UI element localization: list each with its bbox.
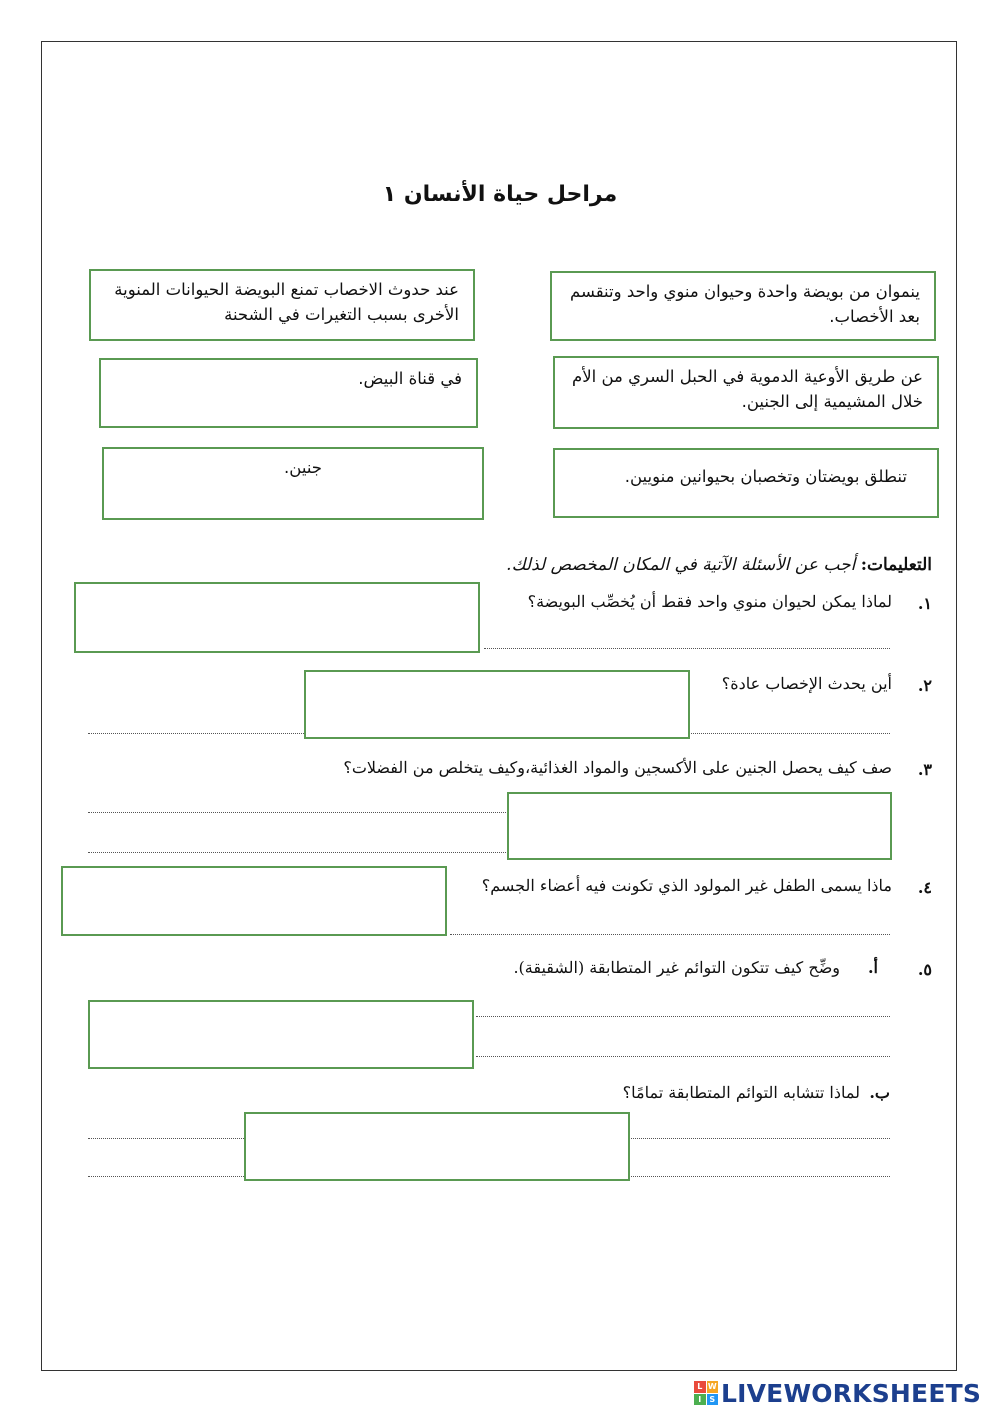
answer-card-text: عن طريق الأوعية الدموية في الحبل السري من الأم خلال المشيمية إلى الجنين. <box>572 367 923 411</box>
question-number-5: ٥. <box>917 960 932 979</box>
answer-card-umbilical-cord[interactable] <box>553 356 939 429</box>
page-title: مراحل حياة الأنسان ١ <box>382 182 618 207</box>
question-number-4: ٤. <box>917 878 932 897</box>
question-5a-marker: أ. <box>867 958 878 977</box>
question-1-text: لماذا يمكن لحيوان منوي واحد فقط أن يُخصِّب البويضة؟ <box>527 592 892 611</box>
logo-letter: L <box>694 1381 706 1393</box>
logo-letter: S <box>707 1394 719 1406</box>
question-number-3: ٣. <box>917 760 932 779</box>
answer-card-fetus[interactable] <box>102 447 484 520</box>
answer-card-text: في قناة البيض. <box>358 369 462 388</box>
question-5b-marker: ب. <box>869 1083 890 1102</box>
instructions-label: التعليمات: <box>860 555 932 575</box>
answer-card-fertilization-block[interactable] <box>89 269 475 341</box>
question-5b-text: لماذا تتشابه التوائم المتطابقة تمامًا؟ <box>622 1083 860 1102</box>
instructions-text: أجب عن الأسئلة الآتية في المكان المخصص لذلك. <box>506 555 861 575</box>
answer-card-text: جنين. <box>284 458 322 477</box>
liveworksheets-brand[interactable] <box>694 1378 981 1408</box>
answer-card-text: عند حدوث الاخصاب تمنع البويضة الحيوانات المنوية الأخرى بسبب التغيرات في الشحنة <box>114 280 459 324</box>
answer-line <box>476 1016 890 1017</box>
answer-card-text: تنطلق بويضتان وتخصبان بحيوانين منويين. <box>624 467 907 486</box>
answer-card-fallopian-tube[interactable] <box>99 358 478 428</box>
brand-name: LIVEWORKSHEETS <box>721 1378 982 1408</box>
liveworksheets-logo-icon <box>694 1381 718 1405</box>
answer-line <box>484 648 890 649</box>
question-3-text: صف كيف يحصل الجنين على الأكسجين والمواد الغذائية،وكيف يتخلص من الفضلات؟ <box>343 758 892 777</box>
drop-zone-1[interactable] <box>74 582 480 653</box>
logo-letter: W <box>707 1382 717 1392</box>
logo-letter: I <box>694 1394 706 1406</box>
question-5a-text: وضِّح كيف تتكون التوائم غير المتطابقة (الشقيقة). <box>513 958 840 977</box>
question-2-text: أين يحدث الإخصاب عادة؟ <box>721 674 892 693</box>
question-number-1: ١. <box>917 594 932 613</box>
answer-card-identical-twins[interactable] <box>550 271 936 341</box>
question-number-2: ٢. <box>917 676 932 695</box>
answer-card-fraternal-twins[interactable] <box>553 448 939 518</box>
answer-line <box>476 1056 890 1057</box>
answer-line <box>450 934 890 935</box>
instructions <box>332 555 932 575</box>
drop-zone-5b[interactable] <box>244 1112 630 1181</box>
drop-zone-5a[interactable] <box>88 1000 474 1069</box>
answer-card-text: ينموان من بويضة واحدة وحيوان منوي واحد وتنقسم بعد الأخصاب. <box>570 282 920 326</box>
question-4-text: ماذا يسمى الطفل غير المولود الذي تكونت فيه أعضاء الجسم؟ <box>481 876 892 895</box>
drop-zone-2[interactable] <box>304 670 690 739</box>
drop-zone-3[interactable] <box>507 792 892 860</box>
drop-zone-4[interactable] <box>61 866 447 936</box>
